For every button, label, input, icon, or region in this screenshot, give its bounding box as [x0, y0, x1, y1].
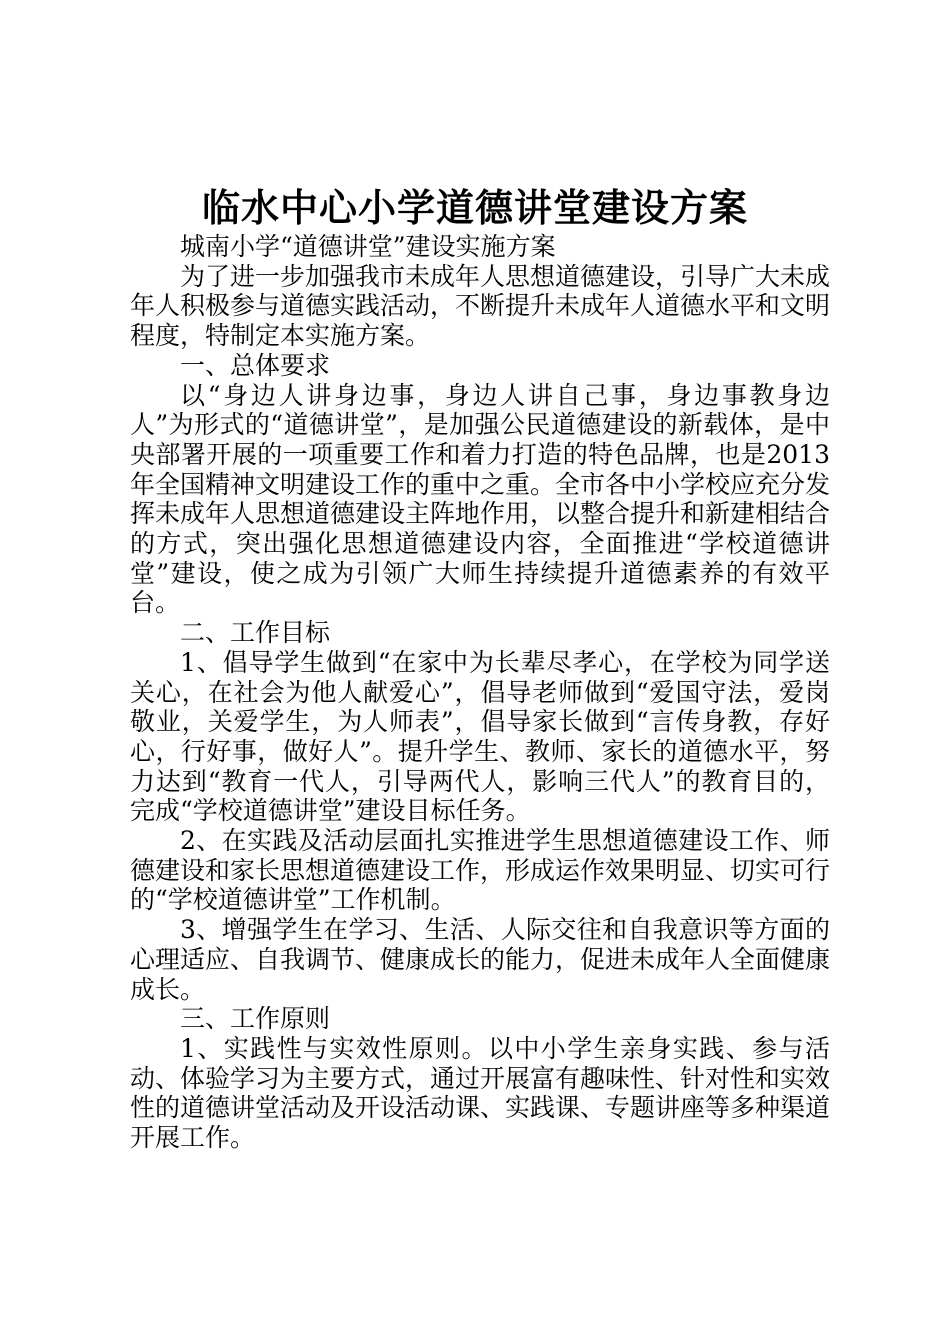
- work-principle-item-1: 1、实践性与实效性原则。以中小学生亲身实践、参与活动、体验学习为主要方式，通过开展富有趣味性、针对性和实效性的道德讲堂活动及开设活动课、实践课、专题讲座等多种渠道开展工作。: [130, 1033, 831, 1153]
- section-heading-general-requirements: 一、总体要求: [180, 350, 331, 380]
- work-goal-item-1: 1、倡导学生做到“在家中为长辈尽孝心，在学校为同学送关心，在社会为他人献爱心”，倡导老师做到“爱国守法，爱岗敬业，关爱学生，为人师表”，倡导家长做到“言传身教，存好心，行好事，做好人”。提升学生、教师、家长的道德水平，努力达到“教育一代人，引导两代人，影响三代人”的教育目的，完成“学校道德讲堂”建设目标任务。: [130, 647, 830, 826]
- section-heading-work-principles: 三、工作原则: [180, 1004, 331, 1034]
- subtitle-paragraph: 城南小学“道德讲堂”建设实施方案: [180, 232, 556, 261]
- section-heading-work-goals: 二、工作目标: [180, 618, 331, 648]
- document-title: 临水中心小学道德讲堂建设方案: [201, 185, 748, 230]
- intro-paragraph: 为了进一步加强我市未成年人思想道德建设，引导广大未成年人积极参与道德实践活动，不断提升未成年人道德水平和文明程度，特制定本实施方案。: [130, 261, 831, 351]
- document-body: [130, 232, 830, 1153]
- work-goal-item-3: 3、增强学生在学习、生活、人际交往和自我意识等方面的心理适应、自我调节、健康成长的能力，促进未成年人全面健康成长。: [130, 915, 831, 1004]
- general-requirements-paragraph: 以“身边人讲身边事，身边人讲自己事，身边事教身边人”为形式的“道德讲堂”，是加强公民道德建设的新载体，是中央部署开展的一项重要工作和着力打造的特色品牌，也是2013年全国精神文明建设工作的重中之重。全市各中小学校应充分发挥未成年人思想道德建设主阵地作用，以整合提升和新建相结合的方式，突出强化思想道德建设内容，全面推进“学校道德讲堂”建设，使之成为引领广大师生持续提升道德素养的有效平台。: [130, 380, 831, 618]
- work-goal-item-2: 2、在实践及活动层面扎实推进学生思想道德建设工作、师德建设和家长思想道德建设工作，形成运作效果明显、切实可行的“学校道德讲堂”工作机制。: [130, 826, 831, 915]
